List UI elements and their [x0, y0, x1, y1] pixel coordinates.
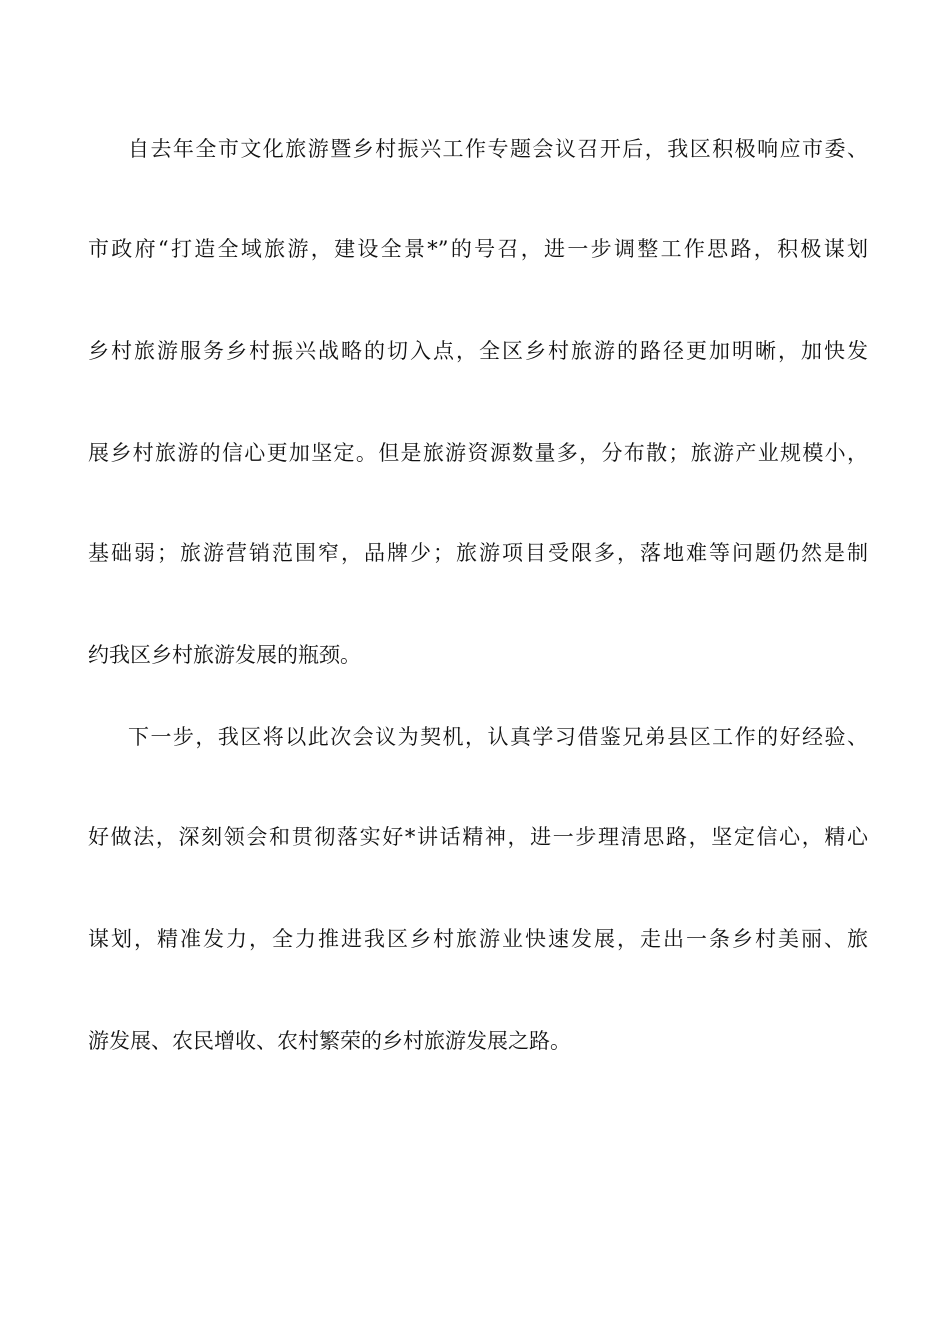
paragraph-line: 谋划，精准发力，全力推进我区乡村旅游业快速发展，走出一条乡村美丽、旅 [88, 927, 868, 951]
paragraph-line: 游发展、农民增收、农村繁荣的乡村旅游发展之路。 [88, 1029, 571, 1053]
paragraph-line: 自去年全市文化旅游暨乡村振兴工作专题会议召开后，我区积极响应市委、 [128, 137, 868, 161]
paragraph-line: 乡村旅游服务乡村振兴战略的切入点，全区乡村旅游的路径更加明晰，加快发 [88, 339, 868, 363]
paragraph-line: 基础弱；旅游营销范围窄，品牌少；旅游项目受限多，落地难等问题仍然是制 [88, 541, 868, 565]
paragraph-line: 市政府“打造全域旅游，建设全景*”的号召，进一步调整工作思路，积极谋划 [88, 237, 868, 261]
paragraph-line: 好做法，深刻领会和贯彻落实好*讲话精神，进一步理清思路，坚定信心，精心 [88, 825, 868, 849]
paragraph-line: 展乡村旅游的信心更加坚定。但是旅游资源数量多，分布散；旅游产业规模小， [88, 441, 868, 465]
paragraph-line: 约我区乡村旅游发展的瓶颈。 [88, 643, 361, 667]
paragraph-line: 下一步，我区将以此次会议为契机，认真学习借鉴兄弟县区工作的好经验、 [128, 725, 868, 749]
